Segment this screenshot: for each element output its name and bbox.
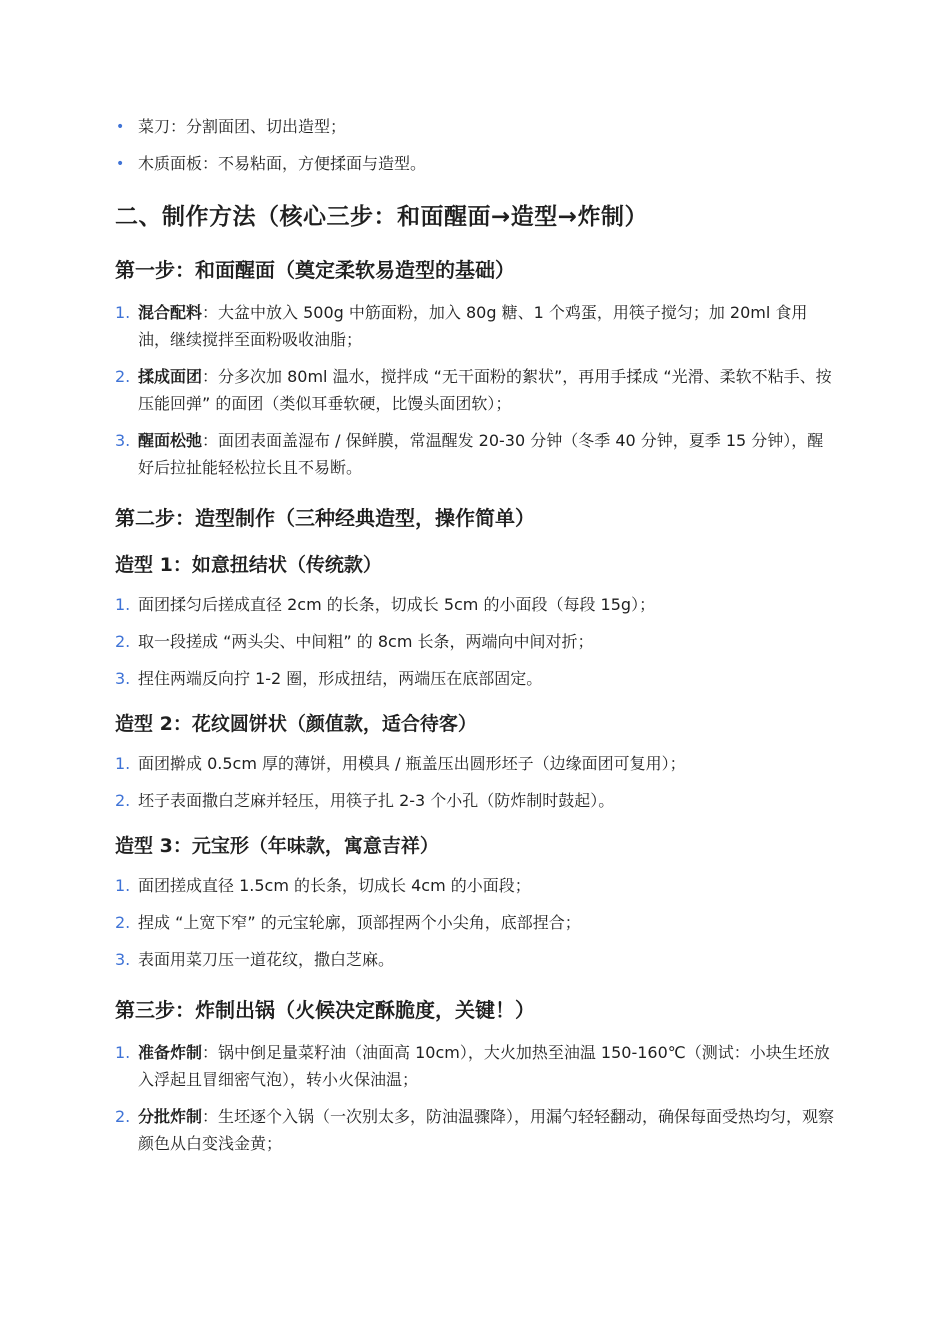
list-item	[115, 628, 835, 655]
item-keyword: 准备炸制	[138, 1043, 203, 1062]
list-number: 3.	[115, 950, 131, 969]
item-keyword: 分批炸制	[138, 1107, 203, 1126]
step3-list	[115, 1039, 835, 1157]
list-item-text: 菜刀：分割面团、切出造型；	[138, 117, 347, 136]
list-item	[115, 299, 835, 353]
item-keyword: 揉成面团	[138, 367, 203, 386]
list-number: 2.	[115, 632, 131, 651]
list-item	[115, 665, 835, 692]
list-number: 2.	[115, 1107, 131, 1126]
list-number: 2.	[115, 791, 131, 810]
list-item	[115, 946, 835, 973]
list-number: 1.	[115, 1043, 131, 1062]
list-item	[115, 114, 835, 140]
item-text: ：锅中倒足量菜籽油（油面高 10cm），大火加热至油温 150-160℃（测试：小块生坯放入浮起且冒细密气泡），转小火保油温；	[138, 1043, 830, 1089]
list-number: 1.	[115, 876, 131, 895]
list-item	[115, 872, 835, 899]
list-item	[115, 1103, 835, 1157]
list-number: 1.	[115, 754, 131, 773]
list-number: 1.	[115, 595, 131, 614]
step3-title: 第三步：炸制出锅（火候决定酥脆度，关键！）	[115, 998, 535, 1022]
shape1-list	[115, 591, 835, 692]
item-text: 取一段搓成 “两头尖、中间粗” 的 8cm 长条，两端向中间对折；	[138, 632, 594, 651]
list-item-text: 木质面板：不易粘面，方便揉面与造型。	[138, 154, 427, 173]
item-text: 面团搓成直径 1.5cm 的长条，切成长 4cm 的小面段；	[138, 876, 531, 895]
item-text: ：面团表面盖湿布 / 保鲜膜，常温醒发 20-30 分钟（冬季 40 分钟，夏季 15 分钟），醒好后拉扯能轻松拉长且不易断。	[138, 431, 824, 477]
list-item	[115, 750, 835, 777]
item-text: ：生坯逐个入锅（一次别太多，防油温骤降），用漏勺轻轻翻动，确保每面受热均匀，观察颜色从白变浅金黄；	[138, 1107, 835, 1153]
item-text: 表面用菜刀压一道花纹，撒白芝麻。	[138, 950, 395, 969]
step1-title: 第一步：和面醒面（奠定柔软易造型的基础）	[115, 258, 515, 282]
tools-list	[115, 114, 835, 177]
list-number: 2.	[115, 367, 131, 386]
section-title: 二、制作方法（核心三步：和面醒面→造型→炸制）	[115, 204, 649, 230]
item-keyword: 醒面松弛	[138, 431, 203, 450]
item-text: 面团擀成 0.5cm 厚的薄饼，用模具 / 瓶盖压出圆形坯子（边缘面团可复用）；	[138, 754, 686, 773]
step1-list	[115, 299, 835, 481]
list-item	[115, 1039, 835, 1093]
list-number: 2.	[115, 913, 131, 932]
shape3-list	[115, 872, 835, 973]
item-text: ：大盆中放入 500g 中筋面粉，加入 80g 糖、1 个鸡蛋，用筷子搅匀；加 20ml 食用油，继续搅拌至面粉吸收油脂；	[138, 303, 808, 349]
list-number: 3.	[115, 669, 131, 688]
step2-title: 第二步：造型制作（三种经典造型，操作简单）	[115, 506, 535, 530]
bullet-icon: •	[116, 119, 125, 135]
list-item	[115, 787, 835, 814]
list-number: 1.	[115, 303, 131, 322]
document-page	[115, 114, 835, 1167]
list-item	[115, 363, 835, 417]
shape3-title: 造型 3：元宝形（年味款，寓意吉祥）	[115, 835, 439, 857]
shape2-title: 造型 2：花纹圆饼状（颜值款，适合待客）	[115, 713, 477, 735]
list-number: 3.	[115, 431, 131, 450]
item-text: 面团揉匀后搓成直径 2cm 的长条，切成长 5cm 的小面段（每段 15g）；	[138, 595, 656, 614]
list-item	[115, 151, 835, 177]
item-text: ：分多次加 80ml 温水，搅拌成 “无干面粉的絮状”，再用手揉成 “光滑、柔软不粘手、按压能回弹” 的面团（类似耳垂软硬，比馒头面团软）；	[138, 367, 832, 413]
item-text: 捏成 “上宽下窄” 的元宝轮廓，顶部捏两个小尖角，底部捏合；	[138, 913, 581, 932]
bullet-icon: •	[116, 156, 125, 172]
shape2-list	[115, 750, 835, 814]
item-text: 坯子表面撒白芝麻并轻压，用筷子扎 2-3 个小孔（防炸制时鼓起）。	[138, 791, 615, 810]
item-text: 捏住两端反向拧 1-2 圈，形成扭结，两端压在底部固定。	[138, 669, 543, 688]
item-keyword: 混合配料	[138, 303, 203, 322]
list-item	[115, 591, 835, 618]
list-item	[115, 909, 835, 936]
shape1-title: 造型 1：如意扭结状（传统款）	[115, 554, 382, 576]
list-item	[115, 427, 835, 481]
